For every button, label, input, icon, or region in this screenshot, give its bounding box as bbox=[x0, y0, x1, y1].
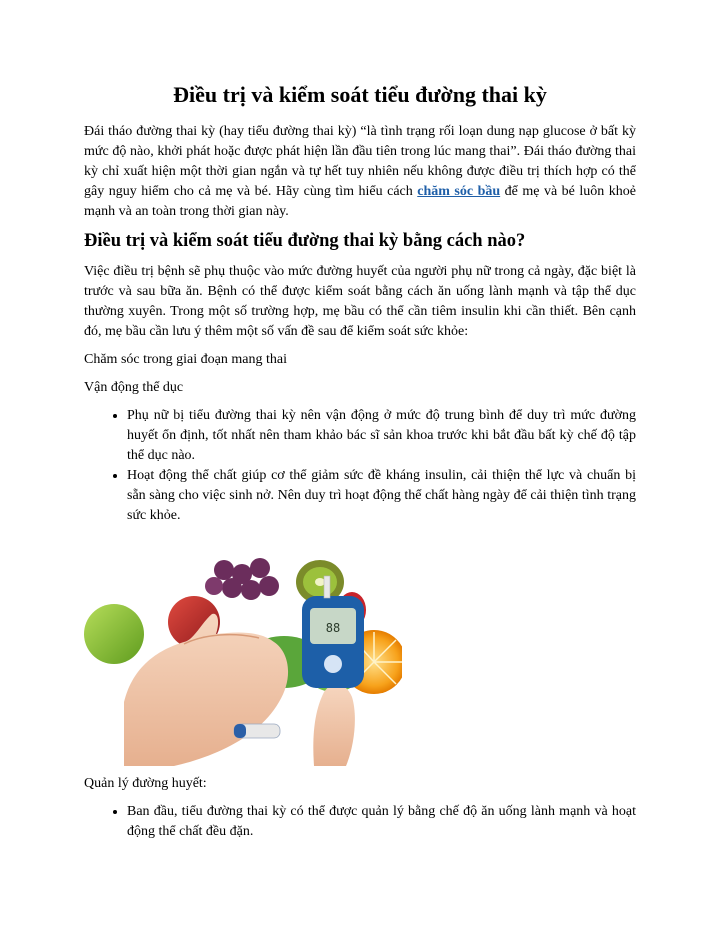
section-heading: Điều trị và kiểm soát tiểu đường thai kỳ bằng cách nào? bbox=[84, 231, 526, 252]
list-item: • Phụ nữ bị tiểu đường thai kỳ nên vận động ở mức độ trung bình để duy trì mức đường huyết ổn định, tốt nhất nên tham khảo bác sĩ sản khoa trước khi bắt đầu bất kỳ chế độ tập thể dục nào. bbox=[127, 406, 636, 466]
list-item: • Hoạt động thể chất giúp cơ thể giảm sức đề kháng insulin, cải thiện thể lực và chuẩn bị sẵn sàng cho việc sinh nở. Nên duy trì hoạt động thể chất hàng ngày để cải thiện tình trạng sức khỏe. bbox=[127, 466, 636, 526]
exercise-list bbox=[84, 406, 636, 526]
svg-text:88: 88 bbox=[325, 620, 341, 635]
page-title: Điều trị và kiểm soát tiểu đường thai kỳ bbox=[173, 82, 547, 107]
glucose-meter-fruits-photo bbox=[84, 552, 402, 766]
subheading-exercise: Vận động thể dục bbox=[84, 379, 184, 395]
document-content bbox=[84, 82, 636, 850]
care-link[interactable]: chăm sóc bầu bbox=[417, 184, 501, 200]
intro-text-start: Đái tháo đường thai kỳ (hay tiểu đường thai kỳ) “là tình trạng rối loạn dung nạp glucose ở bất kỳ mức độ nào, khởi phát hoặc được phát hiện lần đầu tiên trong lúc mang thai”. Đái tháo đường thai kỳ chỉ xuất hiện một thời gian ngắn và tự hết tuy nhiên nếu không được điều trị thích hợp có thể gây nguy hiểm cho cả mẹ và bé. Hãy cùng tìm hiểu cách bbox=[84, 124, 636, 200]
glucose-list bbox=[84, 802, 636, 842]
intro-text-end: để mẹ và bé luôn khoẻ mạnh và an toàn trong thời gian này. bbox=[84, 184, 636, 220]
section-paragraph: Việc điều trị bệnh sẽ phụ thuộc vào mức đường huyết của người phụ nữ trong cả ngày, đặc biệt là trước và sau bữa ăn. Bệnh có thể được kiểm soát bằng cách ăn uống lành mạnh và tập thể dục thường xuyên. Trong một số trường hợp, mẹ bầu có thể cần tiêm insulin khi cần thiết. Bên cạnh đó, mẹ bầu cần lưu ý thêm một số vấn đề sau để kiểm soát sức khỏe: bbox=[84, 263, 636, 339]
green-apple bbox=[84, 604, 144, 664]
intro-paragraph bbox=[84, 122, 636, 222]
subheading-glucose: Quản lý đường huyết: bbox=[84, 775, 207, 791]
list-item: • Ban đầu, tiểu đường thai kỳ có thể được quản lý bằng chế độ ăn uống lành mạnh và hoạt động thể chất đều đặn. bbox=[127, 802, 636, 842]
grapes bbox=[205, 558, 279, 600]
subheading-care: Chăm sóc trong giai đoạn mang thai bbox=[84, 351, 287, 367]
